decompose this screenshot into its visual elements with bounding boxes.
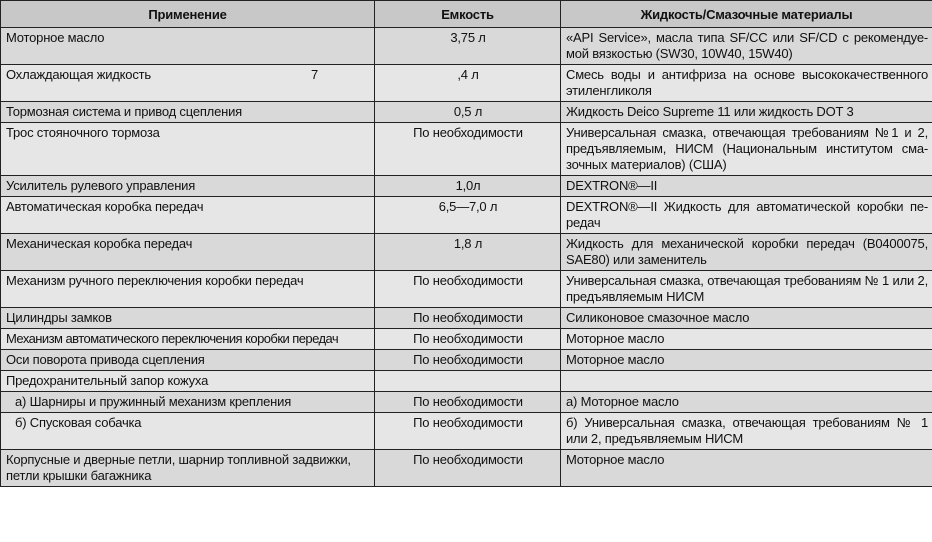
cell-application: Оси поворота привода сцепления — [1, 350, 375, 371]
cell-fluid: Универсальная смазка, отвечающая требованиям № 1 или 2, предъявляемым НИСМ — [561, 271, 932, 308]
cell-application: Механическая коробка передач — [1, 234, 375, 271]
table-row — [1, 413, 932, 450]
cell-application: Усилитель рулевого управления — [1, 176, 375, 197]
cell-capacity: По необходимости — [375, 329, 561, 350]
cell-application: Механизм автоматического переключения коробки передач — [1, 329, 375, 350]
table-row — [1, 329, 932, 350]
cell-capacity: По необходимости — [375, 271, 561, 308]
cell-capacity: По необходимости — [375, 450, 561, 487]
table-row — [1, 308, 932, 329]
table-row — [1, 123, 932, 176]
table-header-row — [1, 1, 932, 28]
cell-capacity: По необходимости — [375, 308, 561, 329]
cell-application: Моторное масло — [1, 28, 375, 65]
cell-fluid: б) Универсальная смазка, отвечающая требованиям № 1 или 2, предъявляемым НИСМ — [561, 413, 932, 450]
cell-fluid: DEXTRON®—II Жидкость для автоматической коробки пе-редач — [561, 197, 932, 234]
table-row — [1, 371, 932, 392]
table-row — [1, 197, 932, 234]
cell-application: б) Спусковая собачка — [1, 413, 375, 450]
cell-application-text: Охлаждающая жидкость — [6, 67, 151, 82]
cell-application: Механизм ручного переключения коробки передач — [1, 271, 375, 308]
cell-fluid: «API Service», масла типа SF/CC или SF/CD с рекомендуе-мой вязкостью (SW30, 10W40, 15W40) — [561, 28, 932, 65]
table-row — [1, 176, 932, 197]
cell-capacity: По необходимости — [375, 350, 561, 371]
table-row — [1, 450, 932, 487]
cell-application: Цилиндры замков — [1, 308, 375, 329]
cell-capacity: 6,5—7,0 л — [375, 197, 561, 234]
table-row — [1, 28, 932, 65]
cell-application: Предохранительный запор кожуха — [1, 371, 375, 392]
cell-capacity: По необходимости — [375, 123, 561, 176]
cell-fluid: Моторное масло — [561, 350, 932, 371]
cell-application: Трос стояночного тормоза — [1, 123, 375, 176]
table-row — [1, 392, 932, 413]
cell-application-extra: 7 — [310, 67, 318, 82]
cell-application: Корпусные и дверные петли, шарнир топливной задвижки, петли крышки багажника — [1, 450, 375, 487]
table-row — [1, 65, 932, 102]
cell-fluid: Жидкость для механической коробки передач (В0400075, SAE80) или заменитель — [561, 234, 932, 271]
cell-fluid: DEXTRON®—II — [561, 176, 932, 197]
cell-capacity: 3,75 л — [375, 28, 561, 65]
table-row — [1, 234, 932, 271]
table-row — [1, 271, 932, 308]
cell-fluid: Смесь воды и антифриза на основе высококачественного этиленгликоля — [561, 65, 932, 102]
table-row — [1, 102, 932, 123]
cell-fluid: а) Моторное масло — [561, 392, 932, 413]
cell-fluid: Жидкость Deico Supreme 11 или жидкость DOT 3 — [561, 102, 932, 123]
cell-capacity: По необходимости — [375, 413, 561, 450]
cell-application: Тормозная система и привод сцепления — [1, 102, 375, 123]
cell-application: Автоматическая коробка передач — [1, 197, 375, 234]
cell-fluid: Моторное масло — [561, 329, 932, 350]
header-capacity: Емкость — [375, 1, 561, 28]
cell-capacity — [375, 371, 561, 392]
table-row — [1, 350, 932, 371]
cell-fluid: Универсальная смазка, отвечающая требованиям №1 и 2, предъявляемым, НИСМ (Национальным институтом сма-зочных материалов) (США) — [561, 123, 932, 176]
header-application: Применение — [1, 1, 375, 28]
cell-capacity: По необходимости — [375, 392, 561, 413]
cell-capacity: ,4 л — [375, 65, 561, 102]
cell-capacity: 1,8 л — [375, 234, 561, 271]
header-fluid: Жидкость/Смазочные материалы — [561, 1, 932, 28]
cell-capacity: 0,5 л — [375, 102, 561, 123]
cell-application: а) Шарниры и пружинный механизм крепления — [1, 392, 375, 413]
cell-application — [1, 65, 375, 102]
cell-fluid: Моторное масло — [561, 450, 932, 487]
cell-fluid: Силиконовое смазочное масло — [561, 308, 932, 329]
cell-capacity: 1,0л — [375, 176, 561, 197]
cell-fluid — [561, 371, 932, 392]
